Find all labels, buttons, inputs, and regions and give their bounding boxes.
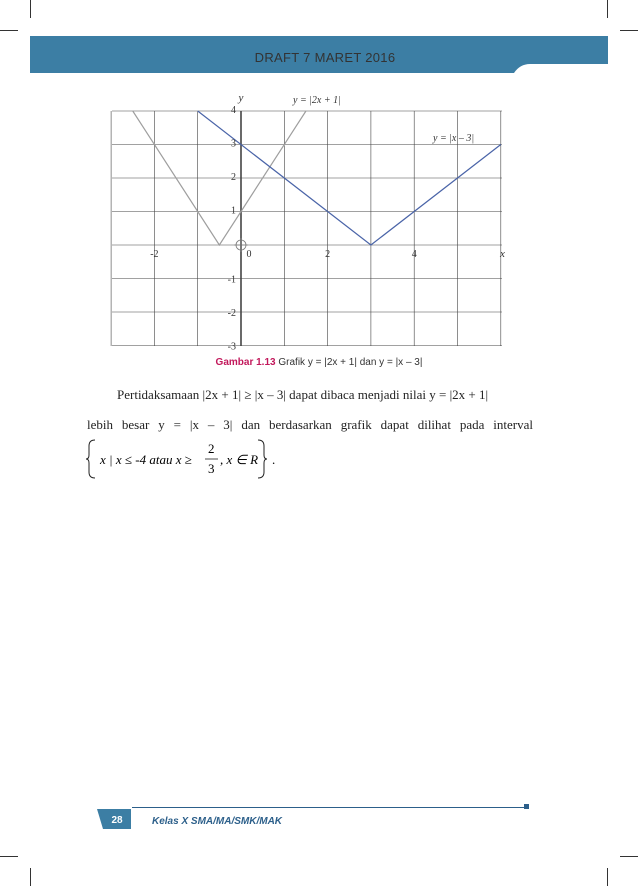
body-paragraph-line-1: Pertidaksamaan |2x + 1| ≥ |x – 3| dapat dibaca menjadi nilai y = |2x + 1|	[117, 387, 489, 402]
figure-caption	[0, 357, 638, 368]
page-number-badge	[97, 809, 131, 829]
body-paragraph-line-2: lebih besar y = |x – 3| dan berdasarkan grafik dapat dilihat pada interval	[87, 417, 533, 432]
footer-rule	[132, 807, 527, 808]
y-tick-label: -3	[227, 341, 236, 353]
footer-rule-end	[524, 804, 529, 809]
y-tick-label: 1	[231, 205, 236, 217]
x-tick-label: -2	[150, 249, 159, 260]
fraction-numerator: 2	[208, 441, 215, 456]
set-notation	[86, 438, 286, 482]
fraction-denominator: 3	[208, 461, 215, 476]
y-tick-label: -1	[227, 274, 236, 286]
crop-mark	[0, 856, 18, 857]
series-annotation-1: y = |2x + 1|	[293, 95, 341, 106]
sentence-period: .	[272, 452, 276, 467]
y-tick-label: 4	[231, 105, 236, 116]
y-tick-label: 2	[231, 172, 236, 183]
page-number: 28	[111, 815, 123, 826]
x-tick-label: 2	[325, 249, 331, 260]
figure-caption-text: Grafik y = |2x + 1| dan y = |x – 3|	[278, 357, 423, 368]
right-brace	[258, 440, 267, 478]
x-tick-label: 0	[246, 249, 252, 260]
y-axis-label: y	[238, 92, 244, 104]
set-prefix: x | x ≤ -4 atau x ≥	[100, 452, 192, 467]
figure-caption-label: Gambar 1.13	[215, 357, 276, 368]
series-annotation-2: y = |x – 3|	[433, 133, 475, 144]
crop-mark	[607, 868, 608, 886]
x-axis-label: x	[500, 248, 505, 260]
y-tick-label: -2	[227, 308, 236, 319]
figure-graph	[0, 0, 638, 360]
crop-mark	[620, 856, 638, 857]
crop-mark	[30, 868, 31, 886]
left-brace	[86, 440, 95, 478]
y-tick-label: 3	[231, 138, 236, 150]
set-suffix: , x ∈ R	[220, 452, 259, 467]
header-title: DRAFT 7 MARET 2016	[254, 50, 396, 65]
footer-book-title: Kelas X SMA/MA/SMK/MAK	[152, 816, 283, 827]
x-tick-label: 4	[411, 249, 417, 260]
